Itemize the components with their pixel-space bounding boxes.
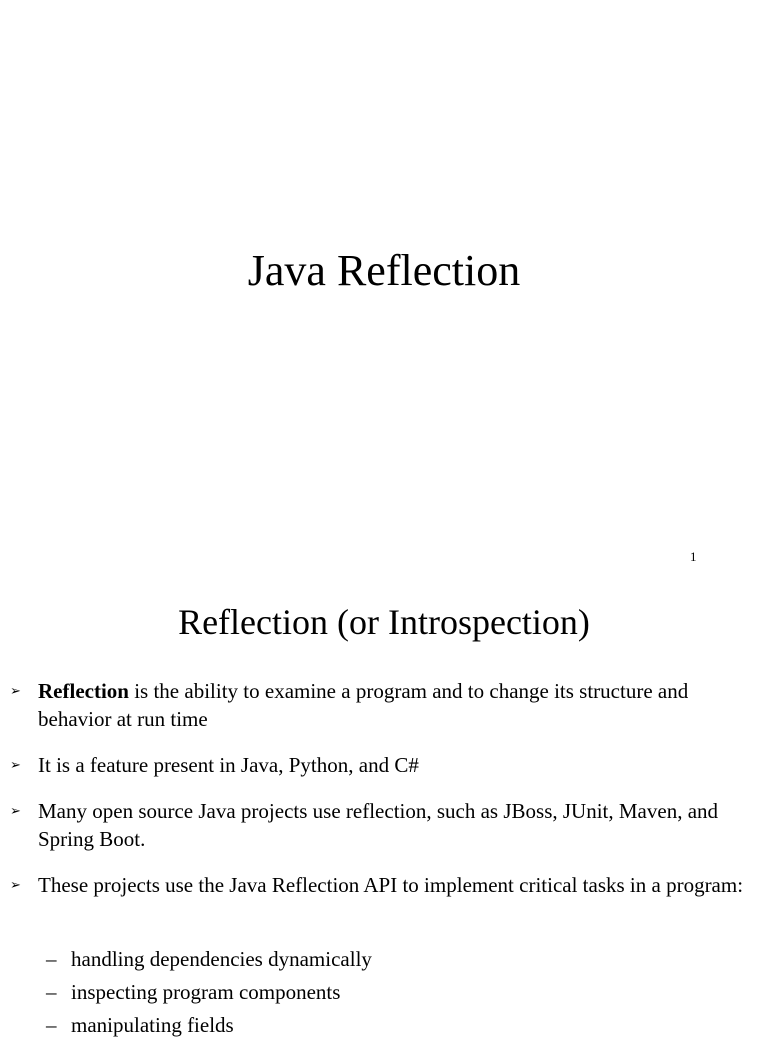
bullet-item bbox=[0, 797, 768, 853]
slide-title: Java Reflection bbox=[247, 246, 521, 295]
bullet-item bbox=[0, 871, 768, 899]
sub-bullet-list bbox=[0, 943, 768, 1042]
bullet-text: These projects use the Java Reflection API to implement critical tasks in a program: bbox=[38, 873, 744, 897]
sub-bullet-text: manipulating fields bbox=[71, 1013, 234, 1037]
slide-heading: Reflection (or Introspection) bbox=[178, 602, 590, 642]
dash-bullet-icon: – bbox=[46, 980, 57, 1004]
page-number: 1 bbox=[690, 549, 697, 564]
bullet-text: Many open source Java projects use reflection, such as JBoss, JUnit, Maven, and Spring Boot. bbox=[38, 799, 719, 851]
bullet-item bbox=[0, 751, 768, 779]
bullet-text: It is a feature present in Java, Python, and C# bbox=[38, 753, 419, 777]
arrow-bullet-icon: ➢ bbox=[10, 803, 21, 818]
sub-bullet-text: inspecting program components bbox=[71, 980, 341, 1004]
sub-bullet-item bbox=[0, 1009, 768, 1042]
sub-bullet-text: handling dependencies dynamically bbox=[71, 947, 372, 971]
slide-reflection bbox=[0, 576, 768, 1037]
dash-bullet-icon: – bbox=[46, 947, 57, 971]
sub-bullet-item bbox=[0, 943, 768, 976]
dash-bullet-icon: – bbox=[46, 1013, 57, 1037]
arrow-bullet-icon: ➢ bbox=[10, 683, 21, 698]
bullet-bold-term: Reflection bbox=[38, 679, 129, 703]
arrow-bullet-icon: ➢ bbox=[10, 877, 21, 892]
bullet-item bbox=[0, 677, 768, 733]
bullet-text: is the ability to examine a program and to change its structure and behavior at run time bbox=[38, 679, 689, 731]
sub-bullet-item bbox=[0, 976, 768, 1009]
bullet-list bbox=[0, 677, 768, 917]
arrow-bullet-icon: ➢ bbox=[10, 757, 21, 772]
